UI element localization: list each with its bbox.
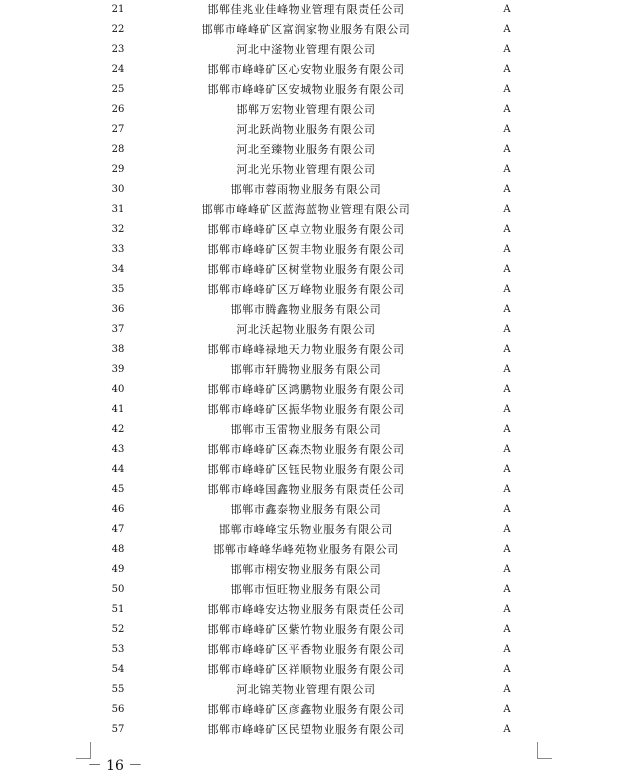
row-number: 23 — [111, 44, 125, 55]
company-name: 河北光乐物业管理有限公司 — [236, 163, 376, 176]
company-name: 邯郸市峰峰矿区鸿鹏物业服务有限公司 — [207, 383, 405, 396]
company-name: 邯郸市峰峰矿区平香物业服务有限公司 — [207, 643, 405, 656]
table-row — [0, 640, 626, 660]
company-name: 邯郸市峰峰矿区安城物业服务有限公司 — [207, 83, 405, 96]
table-row — [0, 60, 626, 80]
table-row — [0, 540, 626, 560]
company-name: 邯郸市峰峰矿区树堂物业服务有限公司 — [207, 263, 405, 276]
row-number: 34 — [111, 264, 125, 275]
company-name: 邯郸市峰峰矿区卓立物业服务有限公司 — [207, 223, 405, 236]
credit-grade: A — [503, 544, 511, 555]
company-name: 邯郸市峰峰矿区振华物业服务有限公司 — [207, 403, 405, 416]
credit-grade: A — [503, 684, 511, 695]
crop-mark-right — [537, 742, 552, 759]
table-row — [0, 560, 626, 580]
credit-grade: A — [503, 564, 511, 575]
credit-grade: A — [503, 584, 511, 595]
company-name: 邯郸市峰峰矿区钰民物业服务有限公司 — [207, 463, 405, 476]
row-number: 36 — [111, 304, 125, 315]
credit-grade: A — [503, 4, 511, 15]
table-row — [0, 380, 626, 400]
company-name: 邯郸万宏物业管理有限公司 — [236, 103, 376, 116]
company-name: 河北至臻物业服务有限公司 — [236, 143, 376, 156]
credit-grade: A — [503, 44, 511, 55]
company-name: 邯郸市鑫泰物业服务有限公司 — [230, 503, 382, 516]
row-number: 35 — [111, 284, 125, 295]
table-row — [0, 420, 626, 440]
table-row — [0, 180, 626, 200]
row-number: 47 — [111, 524, 125, 535]
row-number: 50 — [111, 584, 125, 595]
table-row — [0, 360, 626, 380]
credit-grade: A — [503, 264, 511, 275]
credit-grade: A — [503, 204, 511, 215]
row-number: 48 — [111, 544, 125, 555]
table-row — [0, 500, 626, 520]
credit-grade: A — [503, 464, 511, 475]
row-number: 24 — [111, 64, 125, 75]
company-name: 邯郸市峰峰矿区民望物业服务有限公司 — [207, 723, 405, 736]
table-row — [0, 120, 626, 140]
company-name: 邯郸市峰峰矿区森杰物业服务有限公司 — [207, 443, 405, 456]
table-row — [0, 520, 626, 540]
company-name: 河北中滏物业管理有限公司 — [236, 43, 376, 56]
company-name: 邯郸市峰峰矿区祥顺物业服务有限公司 — [207, 663, 405, 676]
company-name: 邯郸佳兆业佳峰物业管理有限责任公司 — [207, 3, 405, 16]
table-row — [0, 720, 626, 740]
credit-grade: A — [503, 404, 511, 415]
company-name: 邯郸市玉雷物业服务有限公司 — [230, 423, 382, 436]
company-name: 邯郸市恒旺物业服务有限公司 — [230, 583, 382, 596]
row-number: 31 — [111, 204, 125, 215]
row-number: 33 — [111, 244, 125, 255]
table-row — [0, 400, 626, 420]
credit-grade: A — [503, 704, 511, 715]
row-number: 46 — [111, 504, 125, 515]
table-row — [0, 440, 626, 460]
credit-grade: A — [503, 504, 511, 515]
company-name: 邯郸市峰峰国鑫物业服务有限责任公司 — [207, 483, 405, 496]
row-number: 41 — [111, 404, 125, 415]
row-number: 53 — [111, 644, 125, 655]
row-number: 26 — [111, 104, 125, 115]
row-number: 42 — [111, 424, 125, 435]
row-number: 49 — [111, 564, 125, 575]
table-row — [0, 260, 626, 280]
table-row — [0, 240, 626, 260]
credit-grade: A — [503, 524, 511, 535]
credit-grade: A — [503, 304, 511, 315]
credit-grade: A — [503, 344, 511, 355]
credit-grade: A — [503, 604, 511, 615]
credit-grade: A — [503, 244, 511, 255]
table-row — [0, 280, 626, 300]
company-name: 邯郸市峰峰安达物业服务有限责任公司 — [207, 603, 405, 616]
page-number: － 16 － — [87, 758, 143, 774]
table-row — [0, 80, 626, 100]
row-number: 39 — [111, 364, 125, 375]
credit-grade: A — [503, 664, 511, 675]
table-row — [0, 160, 626, 180]
credit-grade: A — [503, 164, 511, 175]
company-name: 邯郸市峰峰宝乐物业服务有限公司 — [219, 523, 393, 536]
credit-grade: A — [503, 104, 511, 115]
row-number: 44 — [111, 464, 125, 475]
row-number: 55 — [111, 684, 125, 695]
row-number: 29 — [111, 164, 125, 175]
credit-grade: A — [503, 724, 511, 735]
row-number: 43 — [111, 444, 125, 455]
table-row — [0, 460, 626, 480]
row-number: 51 — [111, 604, 125, 615]
company-name: 邯郸市腾鑫物业服务有限公司 — [230, 303, 382, 316]
table-row — [0, 700, 626, 720]
credit-grade: A — [503, 424, 511, 435]
company-name: 邯郸市蓉雨物业服务有限公司 — [230, 183, 382, 196]
table-row — [0, 200, 626, 220]
credit-grade: A — [503, 84, 511, 95]
table-row — [0, 300, 626, 320]
credit-grade: A — [503, 64, 511, 75]
row-number: 21 — [111, 4, 125, 15]
company-name: 邯郸市峰峰矿区富润家物业服务有限公司 — [201, 23, 411, 36]
credit-grade: A — [503, 184, 511, 195]
table-row — [0, 140, 626, 160]
table-row — [0, 320, 626, 340]
row-number: 25 — [111, 84, 125, 95]
row-number: 54 — [111, 664, 125, 675]
company-name: 邯郸市峰峰禄地天力物业服务有限公司 — [207, 343, 405, 356]
credit-grade: A — [503, 484, 511, 495]
row-number: 32 — [111, 224, 125, 235]
table-row — [0, 20, 626, 40]
table-row — [0, 40, 626, 60]
company-name: 邯郸市峰峰矿区贺丰物业服务有限公司 — [207, 243, 405, 256]
row-number: 40 — [111, 384, 125, 395]
company-name: 邯郸市峰峰矿区万峰物业服务有限公司 — [207, 283, 405, 296]
company-name: 邯郸市峰峰华峰苑物业服务有限公司 — [213, 543, 399, 556]
table-row — [0, 660, 626, 680]
table-row — [0, 620, 626, 640]
row-number: 27 — [111, 124, 125, 135]
table-row — [0, 0, 626, 20]
row-number: 52 — [111, 624, 125, 635]
row-number: 22 — [111, 24, 125, 35]
company-name: 邯郸市峰峰矿区彦鑫物业服务有限公司 — [207, 703, 405, 716]
credit-grade: A — [503, 284, 511, 295]
company-name: 河北沃起物业服务有限公司 — [236, 323, 376, 336]
table-row — [0, 580, 626, 600]
table-row — [0, 480, 626, 500]
row-number: 45 — [111, 484, 125, 495]
row-number: 37 — [111, 324, 125, 335]
credit-grade: A — [503, 224, 511, 235]
row-number: 28 — [111, 144, 125, 155]
credit-grade: A — [503, 624, 511, 635]
credit-grade: A — [503, 364, 511, 375]
table-row — [0, 100, 626, 120]
table-row — [0, 220, 626, 240]
company-name: 河北跃尚物业服务有限公司 — [236, 123, 376, 136]
row-number: 30 — [111, 184, 125, 195]
company-name: 邯郸市轩腾物业服务有限公司 — [230, 363, 382, 376]
company-name: 邯郸市栩安物业服务有限公司 — [230, 563, 382, 576]
company-name: 河北锦芙物业管理有限公司 — [236, 683, 376, 696]
credit-grade: A — [503, 24, 511, 35]
row-number: 56 — [111, 704, 125, 715]
table-row — [0, 340, 626, 360]
credit-grade: A — [503, 384, 511, 395]
table-row — [0, 680, 626, 700]
credit-grade: A — [503, 644, 511, 655]
table-row — [0, 600, 626, 620]
row-number: 57 — [111, 724, 125, 735]
company-name: 邯郸市峰峰矿区紫竹物业服务有限公司 — [207, 623, 405, 636]
company-name: 邯郸市峰峰矿区蓝海蓝物业管理有限公司 — [201, 203, 411, 216]
row-number: 38 — [111, 344, 125, 355]
credit-grade: A — [503, 144, 511, 155]
credit-grade: A — [503, 444, 511, 455]
credit-grade: A — [503, 324, 511, 335]
company-name: 邯郸市峰峰矿区心安物业服务有限公司 — [207, 63, 405, 76]
credit-grade: A — [503, 124, 511, 135]
